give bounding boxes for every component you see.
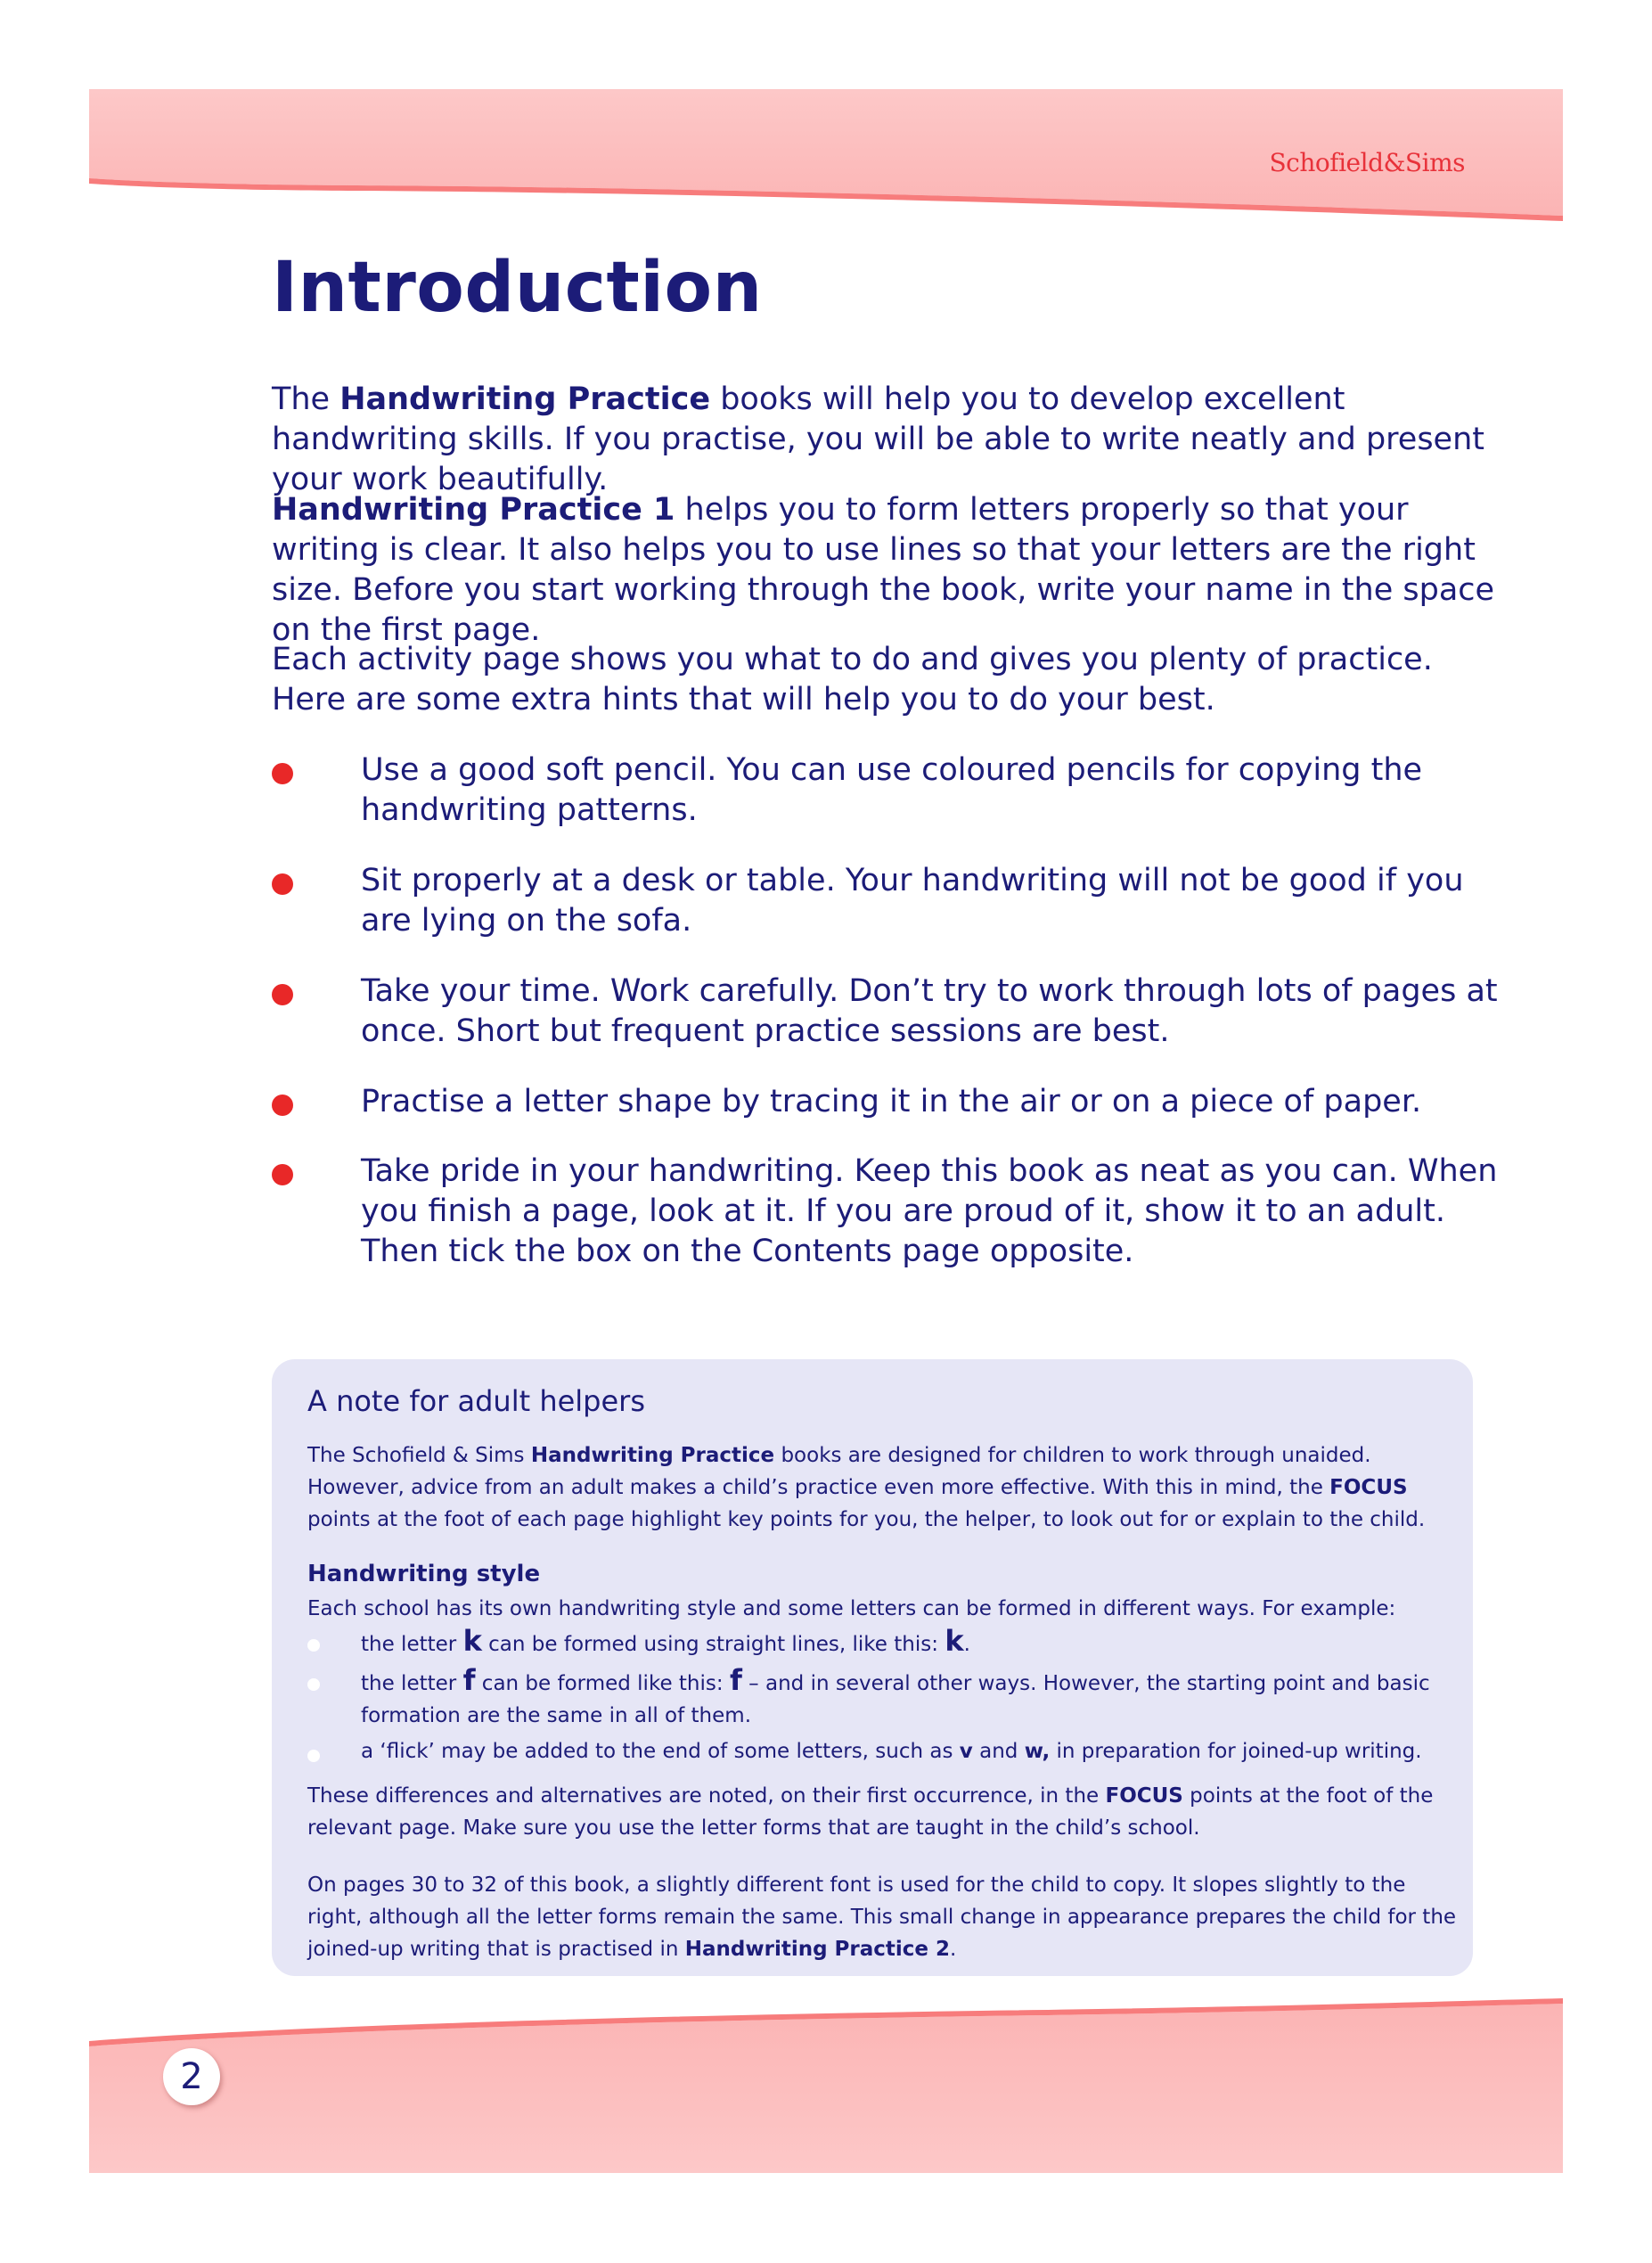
bullet-dot-icon [272,984,293,1005]
bullet-dot-icon [272,1095,293,1116]
handwriting-style-heading: Handwriting style [307,1561,541,1587]
handwriting-style-intro: Each school has its own handwriting style and some letters can be formed in different ways. For example: [307,1597,1396,1620]
hint-text: Use a good soft pencil. You can use coloured pencils for copying the handwriting patterns. [361,752,1423,828]
bullet-dot-icon [272,763,293,784]
hint-text: Take your time. Work carefully. Don’t try to work through lots of pages at once. Short but frequent practice sessions are best. [361,973,1498,1049]
bullet-dot-icon [272,873,293,895]
footer-band [89,1997,1563,2173]
hint-text: Sit properly at a desk or table. Your handwriting will not be good if you are lying on the sofa. [361,863,1464,939]
bullet-dot-icon [272,1164,293,1185]
hint-text: Practise a letter shape by tracing it in the air or on a piece of paper. [361,1084,1422,1119]
intro-paragraph-2: Handwriting Practice 1 helps you to form letters properly so that your writing is clear. It also helps you to use lines so that your letters are the right size. Before you start working through the book, write your name in the space on the first page. [272,492,1495,648]
note-list-item: the letter k can be formed using straight lines, like this: k. [361,1624,970,1658]
publisher-logo: Schofield&Sims [1269,148,1465,177]
note-bullet-icon [307,1750,320,1762]
page-title: Introduction [272,248,763,328]
footer-band-shape [89,1997,1563,2173]
hint-text: Take pride in your handwriting. Keep this book as neat as you can. When you finish a page, look at it. If you are proud of it, show it to an adult. Then tick the box on the Contents page opposite. [361,1153,1498,1269]
note-list-item: the letter f can be formed like this: f – and in several other ways. However, the starting point and basic formation are the same in all of them. [361,1663,1430,1727]
note-list-item: a ‘flick’ may be added to the end of some letters, such as v and w, in preparation for joined-up writing. [361,1740,1422,1763]
intro-paragraph-3: Each activity page shows you what to do and gives you plenty of practice. Here are some extra hints that will help you to do your best. [272,642,1433,717]
note-paragraph-1: The Schofield & Sims Handwriting Practice books are designed for children to work through unaided. However, advice from an adult makes a child’s practice even more effective. With this in mind, the FOCUS points at the foot of each page highlight key points for you, the helper, to look out for or explain to the child. [307,1444,1426,1531]
page-number: 2 [163,2048,220,2105]
note-bullet-icon [307,1639,320,1652]
note-paragraph-2: These differences and alternatives are noted, on their first occurrence, in the FOCUS points at the foot of the relevant page. Make sure you use the letter forms that are taught in the child’s school. [307,1784,1434,1840]
header-band [89,89,1563,223]
note-bullet-icon [307,1678,320,1691]
note-paragraph-3: On pages 30 to 32 of this book, a slightly different font is used for the child to copy. It slopes slightly to the right, although all the letter forms remain the same. This small change in appearance prepares the child for the joined-up writing that is practised in Handwriting Practice 2. [307,1874,1457,1961]
adult-helper-note [272,1359,1473,1976]
intro-paragraph-1: The Handwriting Practice books will help you to develop excellent handwriting skills. If you practise, you will be able to write neatly and present your work beautifully. [272,381,1485,497]
note-heading: A note for adult helpers [307,1384,645,1418]
